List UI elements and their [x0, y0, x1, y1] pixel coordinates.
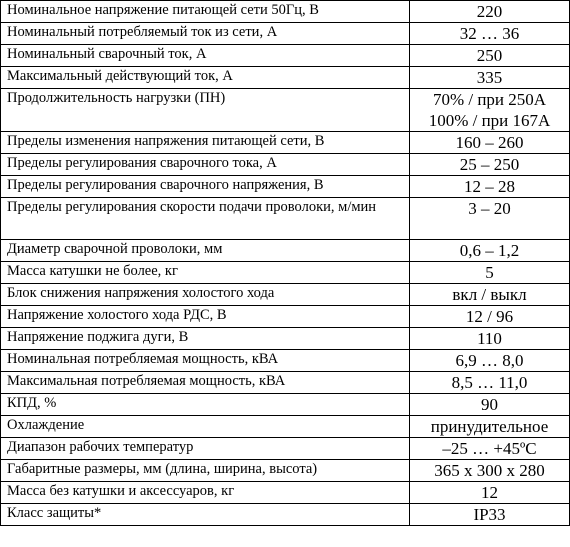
param-value: 12	[410, 482, 570, 504]
param-value: 12 – 28	[410, 176, 570, 198]
table-row	[1, 328, 570, 350]
param-value: вкл / выкл	[410, 284, 570, 306]
param-value: 110	[410, 328, 570, 350]
param-label: Номинальный сварочный ток, А	[1, 45, 410, 67]
param-value: принудительное	[410, 416, 570, 438]
param-label: Класс защиты*	[1, 504, 410, 526]
param-value: 8,5 … 11,0	[410, 372, 570, 394]
param-label: Пределы изменения напряжения питающей сети, В	[1, 132, 410, 154]
table-row	[1, 154, 570, 176]
table-row	[1, 1, 570, 23]
param-label: Номинальное напряжение питающей сети 50Гц, В	[1, 1, 410, 23]
table-row	[1, 460, 570, 482]
param-label: Пределы регулирования скорости подачи проволоки, м/мин	[1, 198, 410, 240]
param-value: 25 – 250	[410, 154, 570, 176]
param-value-line: 100% / при 167А	[428, 111, 551, 130]
param-label: Масса катушки не более, кг	[1, 262, 410, 284]
table-row	[1, 482, 570, 504]
table-row	[1, 416, 570, 438]
table-row	[1, 438, 570, 460]
param-value: IP33	[410, 504, 570, 526]
param-label: Блок снижения напряжения холостого хода	[1, 284, 410, 306]
param-label: Максимальная потребляемая мощность, кВА	[1, 372, 410, 394]
table-row	[1, 176, 570, 198]
param-value: 160 – 260	[410, 132, 570, 154]
param-label: Номинальная потребляемая мощность, кВА	[1, 350, 410, 372]
param-label: Диаметр сварочной проволоки, мм	[1, 240, 410, 262]
param-label: Пределы регулирования сварочного тока, А	[1, 154, 410, 176]
param-value: –25 … +45ºС	[410, 438, 570, 460]
table-row	[1, 132, 570, 154]
table-row	[1, 240, 570, 262]
param-value: 250	[410, 45, 570, 67]
param-label: Охлаждение	[1, 416, 410, 438]
table-row	[1, 394, 570, 416]
param-label: Максимальный действующий ток, А	[1, 67, 410, 89]
table-row	[1, 89, 570, 132]
table-row	[1, 504, 570, 526]
table-row	[1, 198, 570, 240]
param-value: 6,9 … 8,0	[410, 350, 570, 372]
param-label: Масса без катушки и аксессуаров, кг	[1, 482, 410, 504]
param-value-line: 70% / при 250А	[432, 90, 547, 109]
param-value: 90	[410, 394, 570, 416]
param-label: Напряжение поджига дуги, В	[1, 328, 410, 350]
param-label: Напряжение холостого хода РДС, В	[1, 306, 410, 328]
table-row	[1, 45, 570, 67]
table-row	[1, 284, 570, 306]
param-value: 365 х 300 х 280	[410, 460, 570, 482]
param-value: 335	[410, 67, 570, 89]
table-row	[1, 372, 570, 394]
param-value: 5	[410, 262, 570, 284]
param-value: 0,6 – 1,2	[410, 240, 570, 262]
param-label: Номинальный потребляемый ток из сети, А	[1, 23, 410, 45]
param-value: 3 – 20	[410, 198, 570, 240]
param-value	[410, 89, 570, 132]
table-row	[1, 262, 570, 284]
param-label: Габаритные размеры, мм (длина, ширина, высота)	[1, 460, 410, 482]
param-value: 32 … 36	[410, 23, 570, 45]
param-value: 12 / 96	[410, 306, 570, 328]
param-label: КПД, %	[1, 394, 410, 416]
param-label: Пределы регулирования сварочного напряжения, В	[1, 176, 410, 198]
param-label: Продолжительность нагрузки (ПН)	[1, 89, 410, 132]
table-row	[1, 67, 570, 89]
table-row	[1, 350, 570, 372]
table-row	[1, 23, 570, 45]
table-row	[1, 306, 570, 328]
param-value: 220	[410, 1, 570, 23]
param-label: Диапазон рабочих температур	[1, 438, 410, 460]
